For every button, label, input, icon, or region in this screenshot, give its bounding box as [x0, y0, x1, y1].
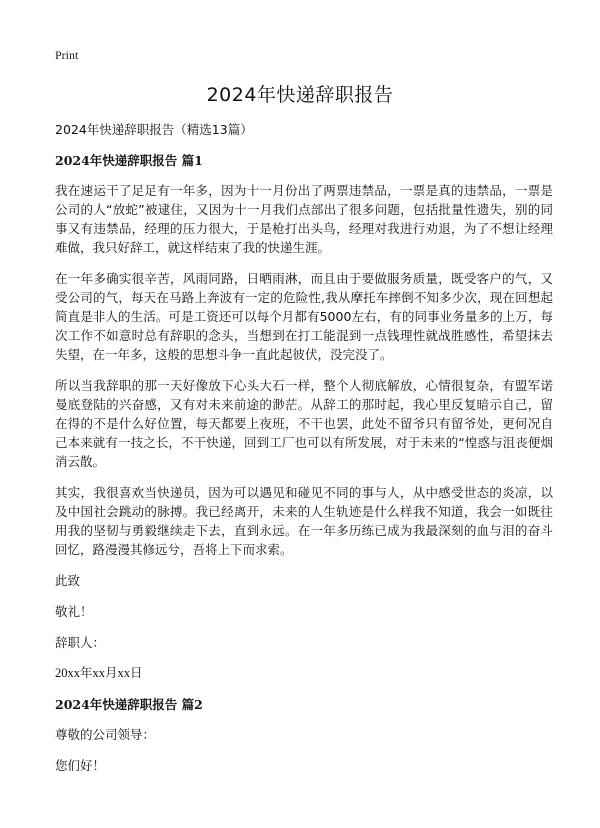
section-heading-2: 2024年快递辞职报告 篇2 [55, 697, 203, 712]
paragraph: 在一年多确实很辛苦，风雨同路，日晒雨淋，而且由于要做服务质量，既受客户的气，又受公司的气，每天在马路上奔波有一定的危险性,我从摩托车摔倒不知多少次，现在回想起简直是非人的生活。可是工资还可以每个月都有5000左右，有的同事业务量多的上万，每次工作不如意时总有辞职的念头，当想到在打工能混到一点钱理性就战胜感性，希望抹去失望，在一年多，这般的思想斗争一直此起彼伏，没完没了。 [55, 271, 553, 362]
paragraph: 我在速运干了足足有一年多，因为十一月份出了两票违禁品，一票是真的违禁品，一票是公司的人“放蛇”被逮住，又因为十一月我们点部出了很多问题，包括批量性遗失，别的同事又有违禁品，经理的压力很大，于是枪打出头鸟，经理对我进行劝退，为了不想让经理难做，我只好辞工，就这样结束了我的快递生涯。 [55, 183, 553, 255]
page-title: 2024年快递辞职报告 [206, 84, 394, 106]
greeting-line: 您们好！ [55, 758, 106, 773]
paragraph: 其实，我很喜欢当快递员，因为可以遇见和碰见不同的事与人，从中感受世态的炎凉，以及中国社会跳动的脉搏。我已经离开，未来的人生轨迹是什么样我不知道，我会一如既往用我的坚韧与勇毅继续走下去，直到永远。在一年多历练已成为我最深刻的血与泪的奋斗回忆，路漫漫其修远兮，吾将上下而求索。 [55, 485, 553, 557]
closing-line: 此致 [55, 573, 81, 588]
date-line: 20xx年xx月xx日 [55, 666, 143, 680]
section-heading-1: 2024年快递辞职报告 篇1 [55, 153, 203, 168]
document-subtitle: 2024年快递辞职报告（精选13篇） [55, 122, 253, 137]
document-body [55, 120, 553, 787]
salutation-line: 尊敬的公司领导： [55, 727, 156, 742]
closing-salute: 敬礼！ [55, 604, 93, 619]
paragraph: 所以当我辞职的那一天好像放下心头大石一样，整个人彻底解放，心情很复杂，有盟军诺曼底登陆的兴奋感，又有对未来前途的渺茫。从辞工的那时起，我心里反复暗示自己，留在得的不是什么好位置，每天都要上夜班，不干也罢，此处不留爷只有留爷处，更何况自己本来就有一技之长，不干快递，回到工厂也可以有所发展，对于未来的“惶惑与沮丧便烟消云散。 [55, 378, 553, 469]
signature-line: 辞职人： [55, 635, 106, 650]
print-link[interactable]: Print [55, 48, 79, 62]
